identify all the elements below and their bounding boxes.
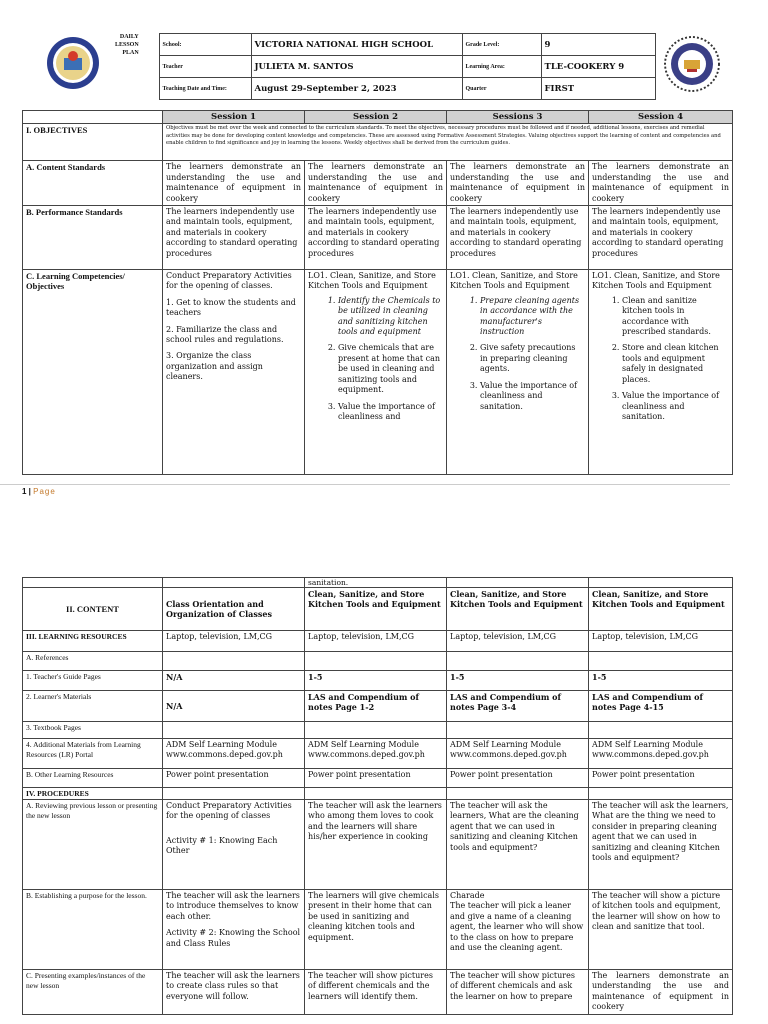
session-3-header: Sessions 3	[447, 111, 589, 124]
performance-standards-s1: The learners independently use and maintain tools, equipment, and materials in cookery according to standard operating procedures	[163, 206, 305, 270]
performance-standards-s2: The learners independently use and maintain tools, equipment, and materials in cookery according to standard operating procedures	[305, 206, 447, 270]
tg-s4: 1-5	[589, 671, 733, 691]
proc-a-s2: The teacher will ask the learners who among them loves to cook and the learners will share his/her experience in cooking	[305, 800, 447, 890]
proc-a-s4: The teacher will ask the learners, What are the thing we need to consider in preparing cleaning agent that we can used in sanitizing and cleaning Kitchen tools and equipment?	[589, 800, 733, 890]
content-standards-s1: The learners demonstrate an understanding the use and maintenance of equipment in cookery	[163, 161, 305, 206]
competency-item: 2. Store and clean kitchen tools and equipment safely in designated places.	[622, 343, 729, 385]
performance-standards-s3: The learners independently use and maintain tools, equipment, and materials in cookery according to standard operating procedures	[447, 206, 589, 270]
grade-label: Grade Level:	[462, 34, 541, 56]
proc-a-s1	[163, 800, 305, 890]
activity-text: Activity # 2: Knowing the School and Class Rules	[166, 928, 301, 948]
page-divider	[0, 484, 730, 485]
lm-s2: LAS and Compendium of notes Page 1-2	[305, 691, 447, 722]
learning-area-value: TLE-COOKERY 9	[541, 56, 655, 78]
procedures-label: IV. PROCEDURES	[23, 788, 163, 800]
lr-s2: ADM Self Learning Module www.commons.deped.gov.ph	[305, 739, 447, 769]
grade-value: 9	[541, 34, 655, 56]
lm-s3: LAS and Compendium of notes Page 3-4	[447, 691, 589, 722]
competency-item: 1. Prepare cleaning agents in accordance with the manufacturer's instruction	[480, 296, 585, 338]
proc-a-s3: The teacher will ask the learners, What are the cleaning agent that we can used in sanitizing and cleaning Kitchen tools and equipment?	[447, 800, 589, 890]
proc-c-s2: The teacher will show pictures of different chemicals and the learners will identify them.	[305, 970, 447, 1015]
content-standards-s3: The learners demonstrate an understanding the use and maintenance of equipment in cookery	[447, 161, 589, 206]
competencies-s3	[447, 270, 589, 475]
competency-intro: LO1. Clean, Sanitize, and Store Kitchen Tools and Equipment	[308, 271, 436, 291]
competency-item: 2. Give chemicals that are present at home that can be used in cleaning and sanitizing tools and equipment.	[338, 343, 443, 395]
date-label: Teaching Date and Time:	[159, 78, 251, 100]
proc-c-label: C. Presenting examples/instances of the new lesson	[23, 970, 163, 1015]
content-procedures-table	[22, 577, 733, 1015]
content-standards-s4: The learners demonstrate an understanding the use and maintenance of equipment in cookery	[589, 161, 733, 206]
other-s1: Power point presentation	[163, 769, 305, 788]
resources-s2: Laptop, television, LM,CG	[305, 631, 447, 652]
teacher-value: JULIETA M. SANTOS	[251, 56, 462, 78]
content-label: II. CONTENT	[23, 588, 163, 631]
competency-item: 1. Get to know the students and teachers	[166, 297, 296, 318]
lm-s1: N/A	[163, 691, 305, 722]
page-number: 1 | Page	[22, 487, 56, 496]
resources-s3: Laptop, television, LM,CG	[447, 631, 589, 652]
other-resources-label: B. Other Learning Resources	[23, 769, 163, 788]
competency-intro: LO1. Clean, Sanitize, and Store Kitchen Tools and Equipment	[450, 271, 578, 291]
proc-a-label: A. Reviewing previous lesson or presenting the new lesson	[23, 800, 163, 890]
tg-s1: N/A	[163, 671, 305, 691]
learners-materials-label: 2. Learner's Materials	[23, 691, 163, 722]
content-s4: Clean, Sanitize, and Store Kitchen Tools and Equipment	[589, 588, 733, 631]
lr-portal-label: 4. Additional Materials from Learning Resources (LR) Portal	[23, 739, 163, 769]
lr-s3: ADM Self Learning Module www.commons.deped.gov.ph	[447, 739, 589, 769]
carry-over-text: sanitation.	[305, 578, 447, 588]
competency-item: 2. Familiarize the class and school rules and regulations.	[166, 324, 284, 345]
proc-c-s1: The teacher will ask the learners to create class rules so that everyone will follow.	[163, 970, 305, 1015]
activity-text: The teacher will ask the learners to introduce themselves to know each other.	[166, 891, 300, 921]
proc-b-label: B. Establishing a purpose for the lesson.	[23, 890, 163, 970]
date-value: August 29-September 2, 2023	[251, 78, 462, 100]
other-s3: Power point presentation	[447, 769, 589, 788]
daily-lesson-plan-label: DAILY LESSON PLAN	[115, 34, 139, 56]
proc-b-s3	[447, 890, 589, 970]
resources-s4: Laptop, television, LM,CG	[589, 631, 733, 652]
content-s2: Clean, Sanitize, and Store Kitchen Tools and Equipment	[305, 588, 447, 631]
competencies-label: C. Learning Competencies/ Objectives	[23, 270, 163, 475]
content-s3: Clean, Sanitize, and Store Kitchen Tools and Equipment	[447, 588, 589, 631]
session-1-header: Session 1	[163, 111, 305, 124]
proc-b-s1	[163, 890, 305, 970]
tg-s3: 1-5	[447, 671, 589, 691]
objectives-table	[22, 110, 733, 475]
content-standards-s2: The learners demonstrate an understanding the use and maintenance of equipment in cookery	[305, 161, 447, 206]
competency-item: 1. Clean and sanitize kitchen tools in accordance with prescribed standards.	[622, 296, 729, 338]
learning-area-label: Learning Area:	[462, 56, 541, 78]
charade-title: Charade	[450, 891, 485, 900]
tg-s2: 1-5	[305, 671, 447, 691]
school-seal-logo	[664, 36, 720, 92]
proc-c-s3: The teacher will show pictures of different chemicals and ask the learner on how to prepare	[447, 970, 589, 1015]
proc-c-s4: The learners demonstrate an understanding the use and maintenance of equipment in cookery	[589, 970, 733, 1015]
performance-standards-label: B. Performance Standards	[23, 206, 163, 270]
activity-text: Activity # 1: Knowing Each Other	[166, 835, 278, 856]
references-label: A. References	[23, 652, 163, 671]
session-2-header: Session 2	[305, 111, 447, 124]
header-table	[22, 33, 732, 100]
lr-s4: ADM Self Learning Module www.commons.deped.gov.ph	[589, 739, 733, 769]
competency-intro: Conduct Preparatory Activities for the opening of classes.	[166, 271, 292, 291]
competency-item: 3. Organize the class organization and assign cleaners.	[166, 351, 263, 382]
quarter-label: Quarter	[462, 78, 541, 100]
competency-intro: LO1. Clean, Sanitize, and Store Kitchen Tools and Equipment	[592, 271, 720, 291]
competencies-s4	[589, 270, 733, 475]
competency-item: 3. Value the importance of cleanliness and	[338, 402, 443, 423]
charade-text: The teacher will pick a leaner and give a name of a cleaning agent, the learner who will show to the class on how to prepare and use the cleaning agent.	[450, 901, 584, 953]
lm-s4: LAS and Compendium of notes Page 4-15	[589, 691, 733, 722]
proc-b-s2: The learners will give chemicals present in their home that can be used in sanitizing and cleaning kitchen tools and equipment.	[305, 890, 447, 970]
activity-text: Conduct Preparatory Activities for the opening of classes	[166, 801, 292, 821]
teacher-label: Teacher	[159, 56, 251, 78]
session-4-header: Session 4	[589, 111, 733, 124]
objectives-text: Objectives must be met over the week and connected to the curriculum standards. To meet the objectives, necessary procedures must be followed and if needed, additional lessons, exercises and remedial activities may be done for developing content knowledge and competencies. These are assessed using Formative Assessment Strategies. Valuing objectives support the learning of content and competencies and enable children to find significance and joy in learning the lessons. Weekly objectives shall be derived from the curriculum guides.	[163, 124, 733, 161]
school-value: VICTORIA NATIONAL HIGH SCHOOL	[251, 34, 462, 56]
teachers-guide-label: 1. Teacher's Guide Pages	[23, 671, 163, 691]
competency-item: 2. Give safety precautions in preparing cleaning agents.	[480, 343, 585, 374]
objectives-label: I. OBJECTIVES	[23, 124, 163, 161]
performance-standards-s4: The learners independently use and maintain tools, equipment, and materials in cookery according to standard operating procedures	[589, 206, 733, 270]
learning-resources-label: III. LEARNING RESOURCES	[23, 631, 163, 652]
other-s4: Power point presentation	[589, 769, 733, 788]
school-label: School:	[159, 34, 251, 56]
resources-s1: Laptop, television, LM,CG	[163, 631, 305, 652]
competencies-s1	[163, 270, 305, 475]
textbook-pages-label: 3. Textbook Pages	[23, 722, 163, 739]
other-s2: Power point presentation	[305, 769, 447, 788]
quarter-value: FIRST	[541, 78, 655, 100]
proc-b-s4: The teacher will show a picture of kitchen tools and equipment, the learner will show on how to clean and sanitize that tool.	[589, 890, 733, 970]
competencies-s2	[305, 270, 447, 475]
competency-item: 1. Identify the Chemicals to be utilized in cleaning and sanitizing kitchen tools and equipment	[338, 296, 443, 338]
competency-item: 3. Value the importance of cleanliness and sanitation.	[480, 381, 585, 412]
content-s1: Class Orientation and Organization of Classes	[163, 588, 305, 631]
content-standards-label: A. Content Standards	[23, 161, 163, 206]
competency-item: 3. Value the importance of cleanliness and sanitation.	[622, 391, 729, 422]
lr-s1: ADM Self Learning Module www.commons.deped.gov.ph	[163, 739, 305, 769]
